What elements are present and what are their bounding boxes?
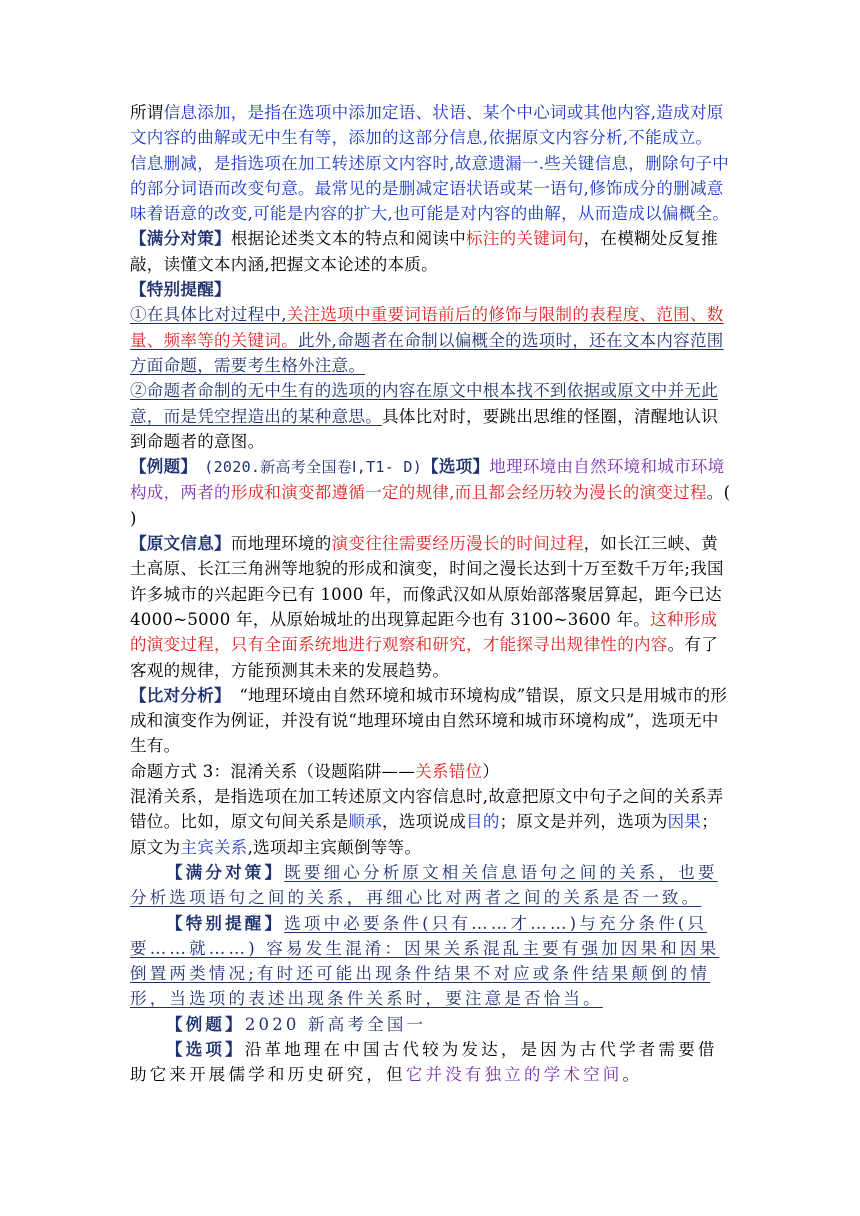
highlight-text: 演变往往需要经历漫长的时间过程 (331, 534, 584, 554)
highlight-text: 关系错位 (415, 761, 483, 781)
text: ②命题者命制的无中生有的选项的内容在原文中根本找不到依据或原文中并无此意，而是凭空捏造出的某种意思。 (130, 381, 718, 426)
example-source: 2020 新高考全国一 (244, 1014, 427, 1034)
text: 沿革地理在中国古代较为发达，是因为古代学者需要借助它来开展儒学和历史研究，但 (130, 1039, 718, 1085)
text: 所谓 (130, 103, 164, 122)
analysis-tag: 【比对分析】 (130, 685, 223, 705)
text: ，如长江三峡、黄土高原、长江三角洲等地貌的形成和演变，时间之漫长达到十万至数千万年;我国许多城市的兴起距今已有 1000 年，而像武汉如从原始部落聚居算起，距今已达 4000~5000 年，从原始城址的出现算起距今也有 3100~3600 年。 (130, 534, 724, 629)
text: 。 (622, 1065, 643, 1085)
text: ；原文为 (130, 812, 719, 857)
term: 因果 (667, 812, 702, 832)
paragraph-confused-relations (130, 784, 732, 860)
original-tag: 【原文信息】 (130, 534, 231, 554)
example-2 (130, 1012, 732, 1037)
text: 混淆关系，是指选项在加工转述原文内容信息时,故意把原文中句子之间的关系弄错位。比如，原文句间关系是 (130, 787, 724, 832)
strategy-tag: 【满分对策】 (166, 862, 285, 882)
text: 。有了客观的规律，方能预测其未来的发展趋势。 (130, 635, 719, 680)
option-2 (130, 1037, 732, 1088)
highlight-text: 这种形成的演变过程，只有全面系统地进行观察和研究，才能探寻出规律性的内容 (130, 609, 718, 655)
highlight-text: 标注的关键词句 (466, 229, 584, 249)
term: 目的 (466, 812, 500, 832)
option-text: 地理环境由自然环境和城市环境构成，两者的 (130, 457, 725, 503)
highlight-text: 形成和演变都遵循一定的规律,而且都会经历较为漫长的演变过程 (230, 483, 707, 503)
text: 此外,命题者在命制以偏概全的选项时，还在文本内容范围方面命题，需要考生格外注意。 (130, 330, 724, 375)
text: 命题方式 3：混淆关系（设题陷阱—— (130, 761, 416, 781)
text: ，选项说成 (382, 812, 467, 832)
text: ；原文是并列，选项为 (499, 812, 668, 832)
document-page (130, 100, 798, 1088)
strategy-tag: 【满分对策】 (130, 229, 231, 249)
strategy-2 (130, 860, 732, 911)
reminder-2 (130, 911, 732, 1012)
text: ，在模糊处反复推敲，读懂文本内涵,把握文本论述的本质。 (130, 229, 719, 274)
special-reminder-heading: 【特别提醒】 (130, 280, 231, 300)
text: 根据论述类文本的特点和阅读中 (230, 229, 467, 249)
text: ） (482, 761, 500, 781)
source-ref: (2020.新高考全国卷Ⅰ,T1- D) (188, 458, 423, 477)
text: 而地理环境的 (230, 534, 332, 554)
text: 具体比对时，要跳出思维的怪圈，清醒地认识到命题者的意图。 (130, 406, 718, 451)
example-tag: 【例题】 (130, 457, 189, 477)
method-3-heading (130, 759, 732, 784)
reminder-item-2 (130, 378, 732, 454)
definition-text: 信息添加，是指在选项中添加定语、状语、某个中心词或其他内容,造成对原文内容的曲解或无中生有等，添加的这部分信息,依据原文内容分析,不能成立。 (130, 103, 724, 148)
original-info (130, 531, 732, 683)
paragraph-strategy (130, 226, 732, 277)
term: 主宾关系 (180, 837, 248, 857)
highlight-text: 它并没有独立的学术空间 (405, 1065, 623, 1085)
example-question (130, 454, 798, 531)
reminder-tag: 【特别提醒】 (166, 913, 285, 933)
text: ,选项却主宾颠倒等等。 (247, 837, 422, 857)
reminder-item-1 (130, 302, 732, 378)
paragraph-info-deletion: 信息删减，是指选项在加工转述原文内容时,故意遗漏一.些关键信息，删除句子中的部分词语而改变句意。最常见的是删减定语状语或某一语句,修饰成分的删减意味着语意的改变,可能是内容的扩大,也可能是对内容的曲解，从而造成以偏概全。 (130, 153, 730, 224)
text: ①在具体比对过程中, (130, 305, 287, 325)
paragraph-info-addition (130, 100, 732, 151)
comparison-analysis (130, 683, 732, 759)
highlight-text: 关注选项中重要词语前后的修饰与限制的表程度、范围、数量、频率等的关键词。 (130, 305, 724, 350)
reminder-text: 选项中必要条件(只有……才……)与充分条件(只要……就……) 容易发生混淆：因果关系混乱主要有强加因果和因果倒置两类情况;有时还可能出现条件结果不对应或条件结果颠倒的情形，当选项的表述出现条件关系时，要注意是否恰当。 (130, 913, 720, 1009)
option-tag: 【选项】 (422, 457, 490, 477)
term: 顺承 (348, 812, 383, 832)
option-tag: 【选项】 (166, 1039, 245, 1059)
example-tag: 【例题】 (166, 1014, 245, 1034)
text: 。( ) (130, 483, 798, 528)
text: “地理环境由自然环境和城市环境构成”错误，原文只是用城市的形成和演变作为例证，并没有说“地理环境由自然环境和城市环境构成”，选项无中生有。 (130, 685, 728, 756)
strategy-text: 既要细心分析原文相关信息语句之间的关系，也要分析选项语句之间的关系，再细心比对两者之间的关系是否一致。 (130, 862, 718, 908)
